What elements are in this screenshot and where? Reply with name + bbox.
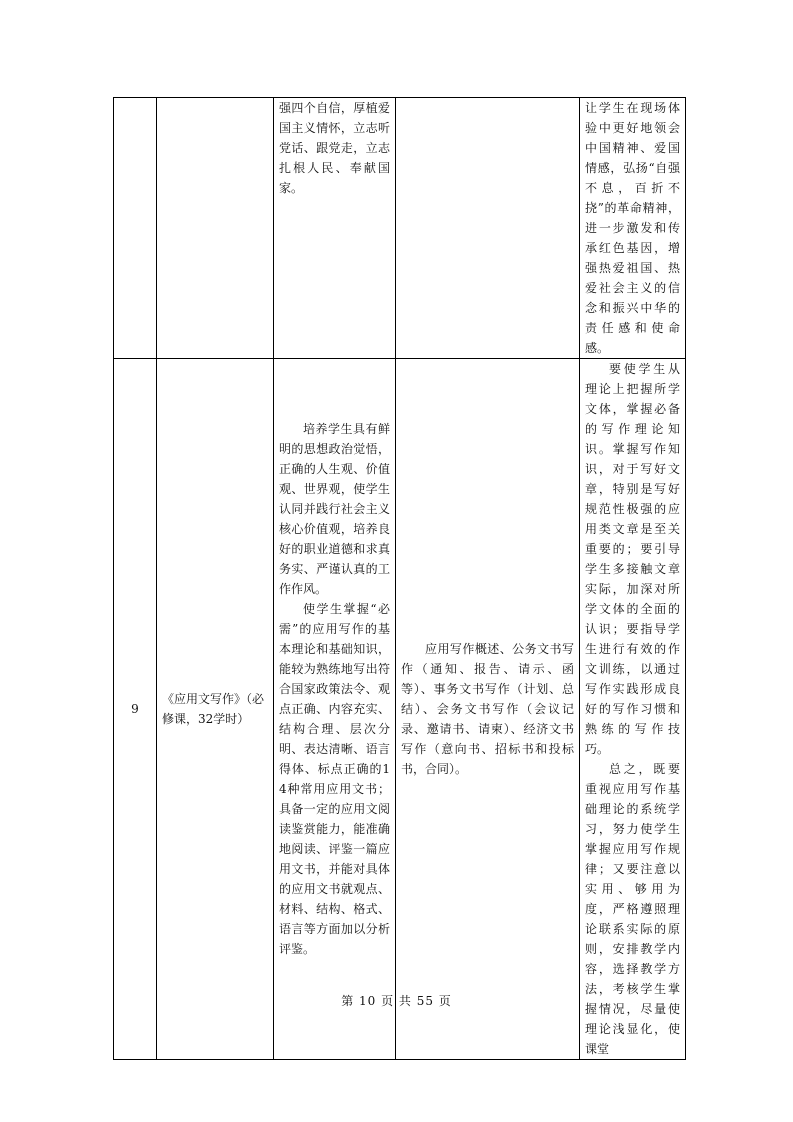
- objectives-paragraph: 培养学生具有鲜明的思想政治觉悟，正确的人生观、价值观、世界观，使学生认同并践行社会主义核心价值观，培养良好的职业道德和求真务实、严谨认真的工作作风。: [279, 422, 390, 596]
- cell-requirements: [580, 98, 686, 359]
- cell-requirements: [580, 359, 686, 1060]
- cell-number: [114, 98, 157, 359]
- course-number: 9: [131, 702, 139, 716]
- cell-content: [396, 98, 580, 359]
- cell-number: [114, 359, 157, 1060]
- cell-course: [157, 98, 274, 359]
- objectives-paragraph: 使学生掌握“必需”的应用写作的基本理论和基础知识，能较为熟练地写出符合国家政策法令、观点正确、内容充实、结构合理、层次分明、表达清晰、语言得体、标点正确的14种常用应用文书；具备一定的应用文阅读鉴赏能力，能准确地阅读、评鉴一篇应用文书，并能对具体的应用文书就观点、材料、结构、格式、语言等方面加以分析评鉴。: [279, 602, 390, 956]
- page-number-footer: 第 10 页 共 55 页: [341, 994, 452, 1008]
- curriculum-table: [113, 97, 686, 1060]
- content-paragraph: 应用写作概述、公务文书写作（通知、报告、请示、函等）、事务文书写作（计划、总结）、会务文书写作（会议记录、邀请书、请柬）、经济文书写作（意向书、招标书和投标书，合同）。: [401, 642, 574, 776]
- cell-content: [396, 359, 580, 1060]
- table-row: [114, 98, 686, 359]
- requirements-paragraph: 要使学生从理论上把握所学文体，掌握必备的写作理论知识。掌握写作知识，对于写好文章，特别是写好规范性极强的应用类文章是至关重要的；要引导学生多接触文章实际，加深对所学文体的全面的认识；要指导学生进行有效的作文训练，以通过写作实践形成良好的写作习惯和熟练的写作技巧。: [585, 362, 680, 756]
- cell-course: [157, 359, 274, 1060]
- objectives-paragraph: 强四个自信，厚植爱国主义情怀，立志听党话、跟党走，立志扎根人民、奉献国家。: [279, 101, 390, 195]
- table-row: [114, 359, 686, 1060]
- course-title: 《应用文写作》（必修课，32学时）: [162, 692, 265, 726]
- requirements-paragraph: 总之，既要重视应用写作基础理论的系统学习，努力使学生掌握应用写作规律；又要注意以实用、够用为度，严格遵照理论联系实际的原则，安排教学内容，选择教学方法，考核学生掌握情况，尽量使理论浅显化，使课堂: [585, 762, 680, 1056]
- requirements-paragraph: 让学生在现场体验中更好地领会中国精神、爱国情感，弘扬“自强不息，百折不挠”的革命精神，进一步激发和传承红色基因，增强热爱祖国、热爱社会主义的信念和振兴中华的责任感和使命感。: [585, 101, 680, 355]
- cell-objectives: [274, 359, 396, 1060]
- cell-objectives: [274, 98, 396, 359]
